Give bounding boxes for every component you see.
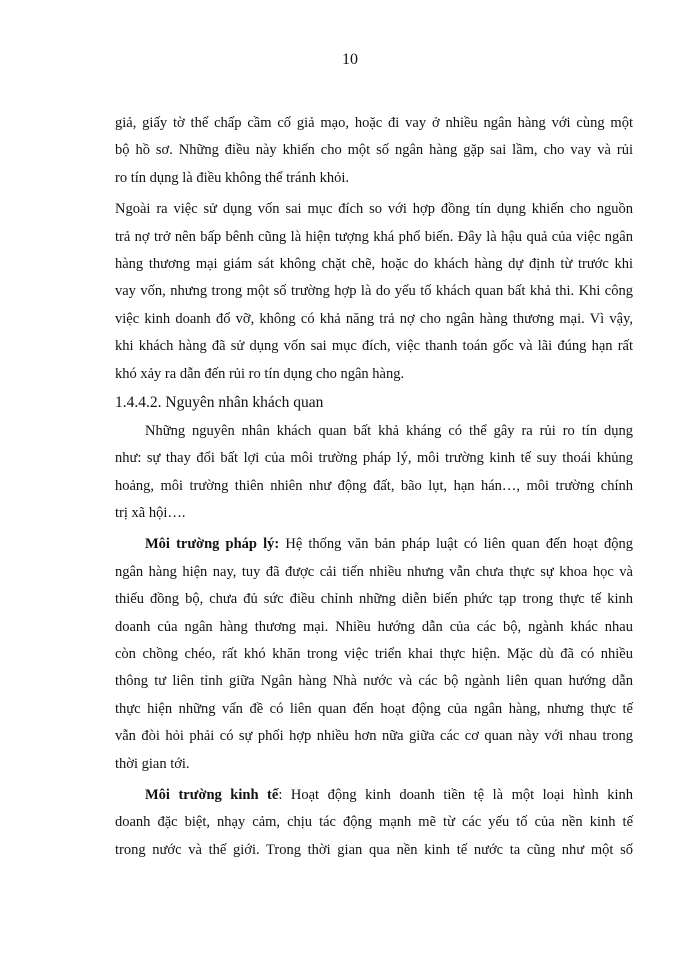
paragraph-2 <box>115 196 633 388</box>
text-line: vay vốn, nhưng trong một số trường hợp là do yếu tố khách quan bất khả thi. Khi công <box>115 283 633 300</box>
text-line: trả nợ trở nên bấp bênh cũng là hiện tượng khá phổ biến. Đây là hậu quả của việc ngân <box>115 228 633 245</box>
text-line: doanh đặc biệt, nhạy cảm, chịu tác động mạnh mẽ từ các yếu tố của nền kinh tế <box>115 814 633 831</box>
text-span: Hệ thống văn bản pháp luật có liên quan đến hoạt động <box>279 536 633 553</box>
text-line: giả, giấy tờ thế chấp cầm cố giả mạo, hoặc đi vay ở nhiều ngân hàng với cùng một <box>115 115 633 131</box>
text-line: vẫn đòi hỏi phải có sự phối hợp nhiều hơn nữa giữa các cơ quan này với nhau trong <box>115 728 633 745</box>
document-body <box>115 110 633 864</box>
text-line: khó xảy ra dẫn đến rủi ro tín dụng cho ngân hàng. <box>115 365 405 382</box>
text-line: việc kinh doanh đổ vỡ, không có khả năng trả nợ cho ngân hàng thương mại. Vì vậy, <box>115 310 633 327</box>
text-line: bộ hồ sơ. Những điều này khiến cho một số ngân hàng gặp sai lầm, cho vay và rủi <box>115 142 633 159</box>
text-line: ngân hàng hiện nay, tuy đã được cải tiến nhiều nhưng vẫn chưa thực sự khoa học và <box>115 563 633 580</box>
paragraph-1 <box>115 110 633 192</box>
section-heading: 1.4.4.2. Nguyên nhân khách quan <box>115 393 324 411</box>
paragraph-3 <box>115 418 633 528</box>
text-line <box>115 531 633 558</box>
bold-term: Môi trường kinh tế <box>145 786 279 803</box>
text-line: hoảng, môi trường thiên nhiên như động đất, bão lụt, hạn hán…, môi trường chính <box>115 477 633 494</box>
text-line: Những nguyên nhân khách quan bất khả kháng có thể gây ra rủi ro tín dụng <box>145 422 633 439</box>
text-line: thời gian tới. <box>115 755 190 772</box>
text-line: thông tư liên tỉnh giữa Ngân hàng Nhà nước và các bộ ngành liên quan hướng dẫn <box>115 673 633 690</box>
text-line: ro tín dụng là điều không thể tránh khỏi. <box>115 169 349 186</box>
text-line <box>115 782 633 809</box>
text-line: thiếu đồng bộ, chưa đủ sức điều chỉnh những diễn biến phức tạp trong thực tế kinh <box>115 591 633 608</box>
paragraph-economic-environment <box>115 782 633 864</box>
text-line: như: sự thay đổi bất lợi của môi trường pháp lý, môi trường kinh tế suy thoái khủng <box>115 450 633 467</box>
bold-term: Môi trường pháp lý: <box>145 536 280 553</box>
text-line: còn chồng chéo, rất khó khăn trong việc triển khai thực hiện. Mặc dù đã có nhiều <box>115 646 633 663</box>
text-span: : Hoạt động kinh doanh tiền tệ là một loại hình kinh <box>278 786 633 803</box>
text-line: Ngoài ra việc sử dụng vốn sai mục đích so với hợp đồng tín dụng khiến cho nguồn <box>115 201 633 218</box>
paragraph-legal-environment <box>115 531 633 778</box>
text-line: khi khách hàng đã sử dụng vốn sai mục đích, việc thanh toán gốc và lãi đúng hạn rất <box>115 338 633 355</box>
text-line: trị xã hội…. <box>115 505 186 522</box>
text-line: thực hiện những vấn đề có liên quan đến hoạt động của ngân hàng, nhưng thực tế <box>115 700 633 717</box>
text-line: trong nước và thế giới. Trong thời gian qua nền kinh tế nước ta cũng như một số <box>115 841 633 858</box>
page-number: 10 <box>342 51 358 68</box>
text-line: hàng thương mại giám sát không chặt chẽ, hoặc do khách hàng dự định từ trước khi <box>115 255 633 272</box>
text-line: doanh của ngân hàng thương mại. Nhiều hướng dẫn của các bộ, ngành khác nhau <box>115 618 633 635</box>
